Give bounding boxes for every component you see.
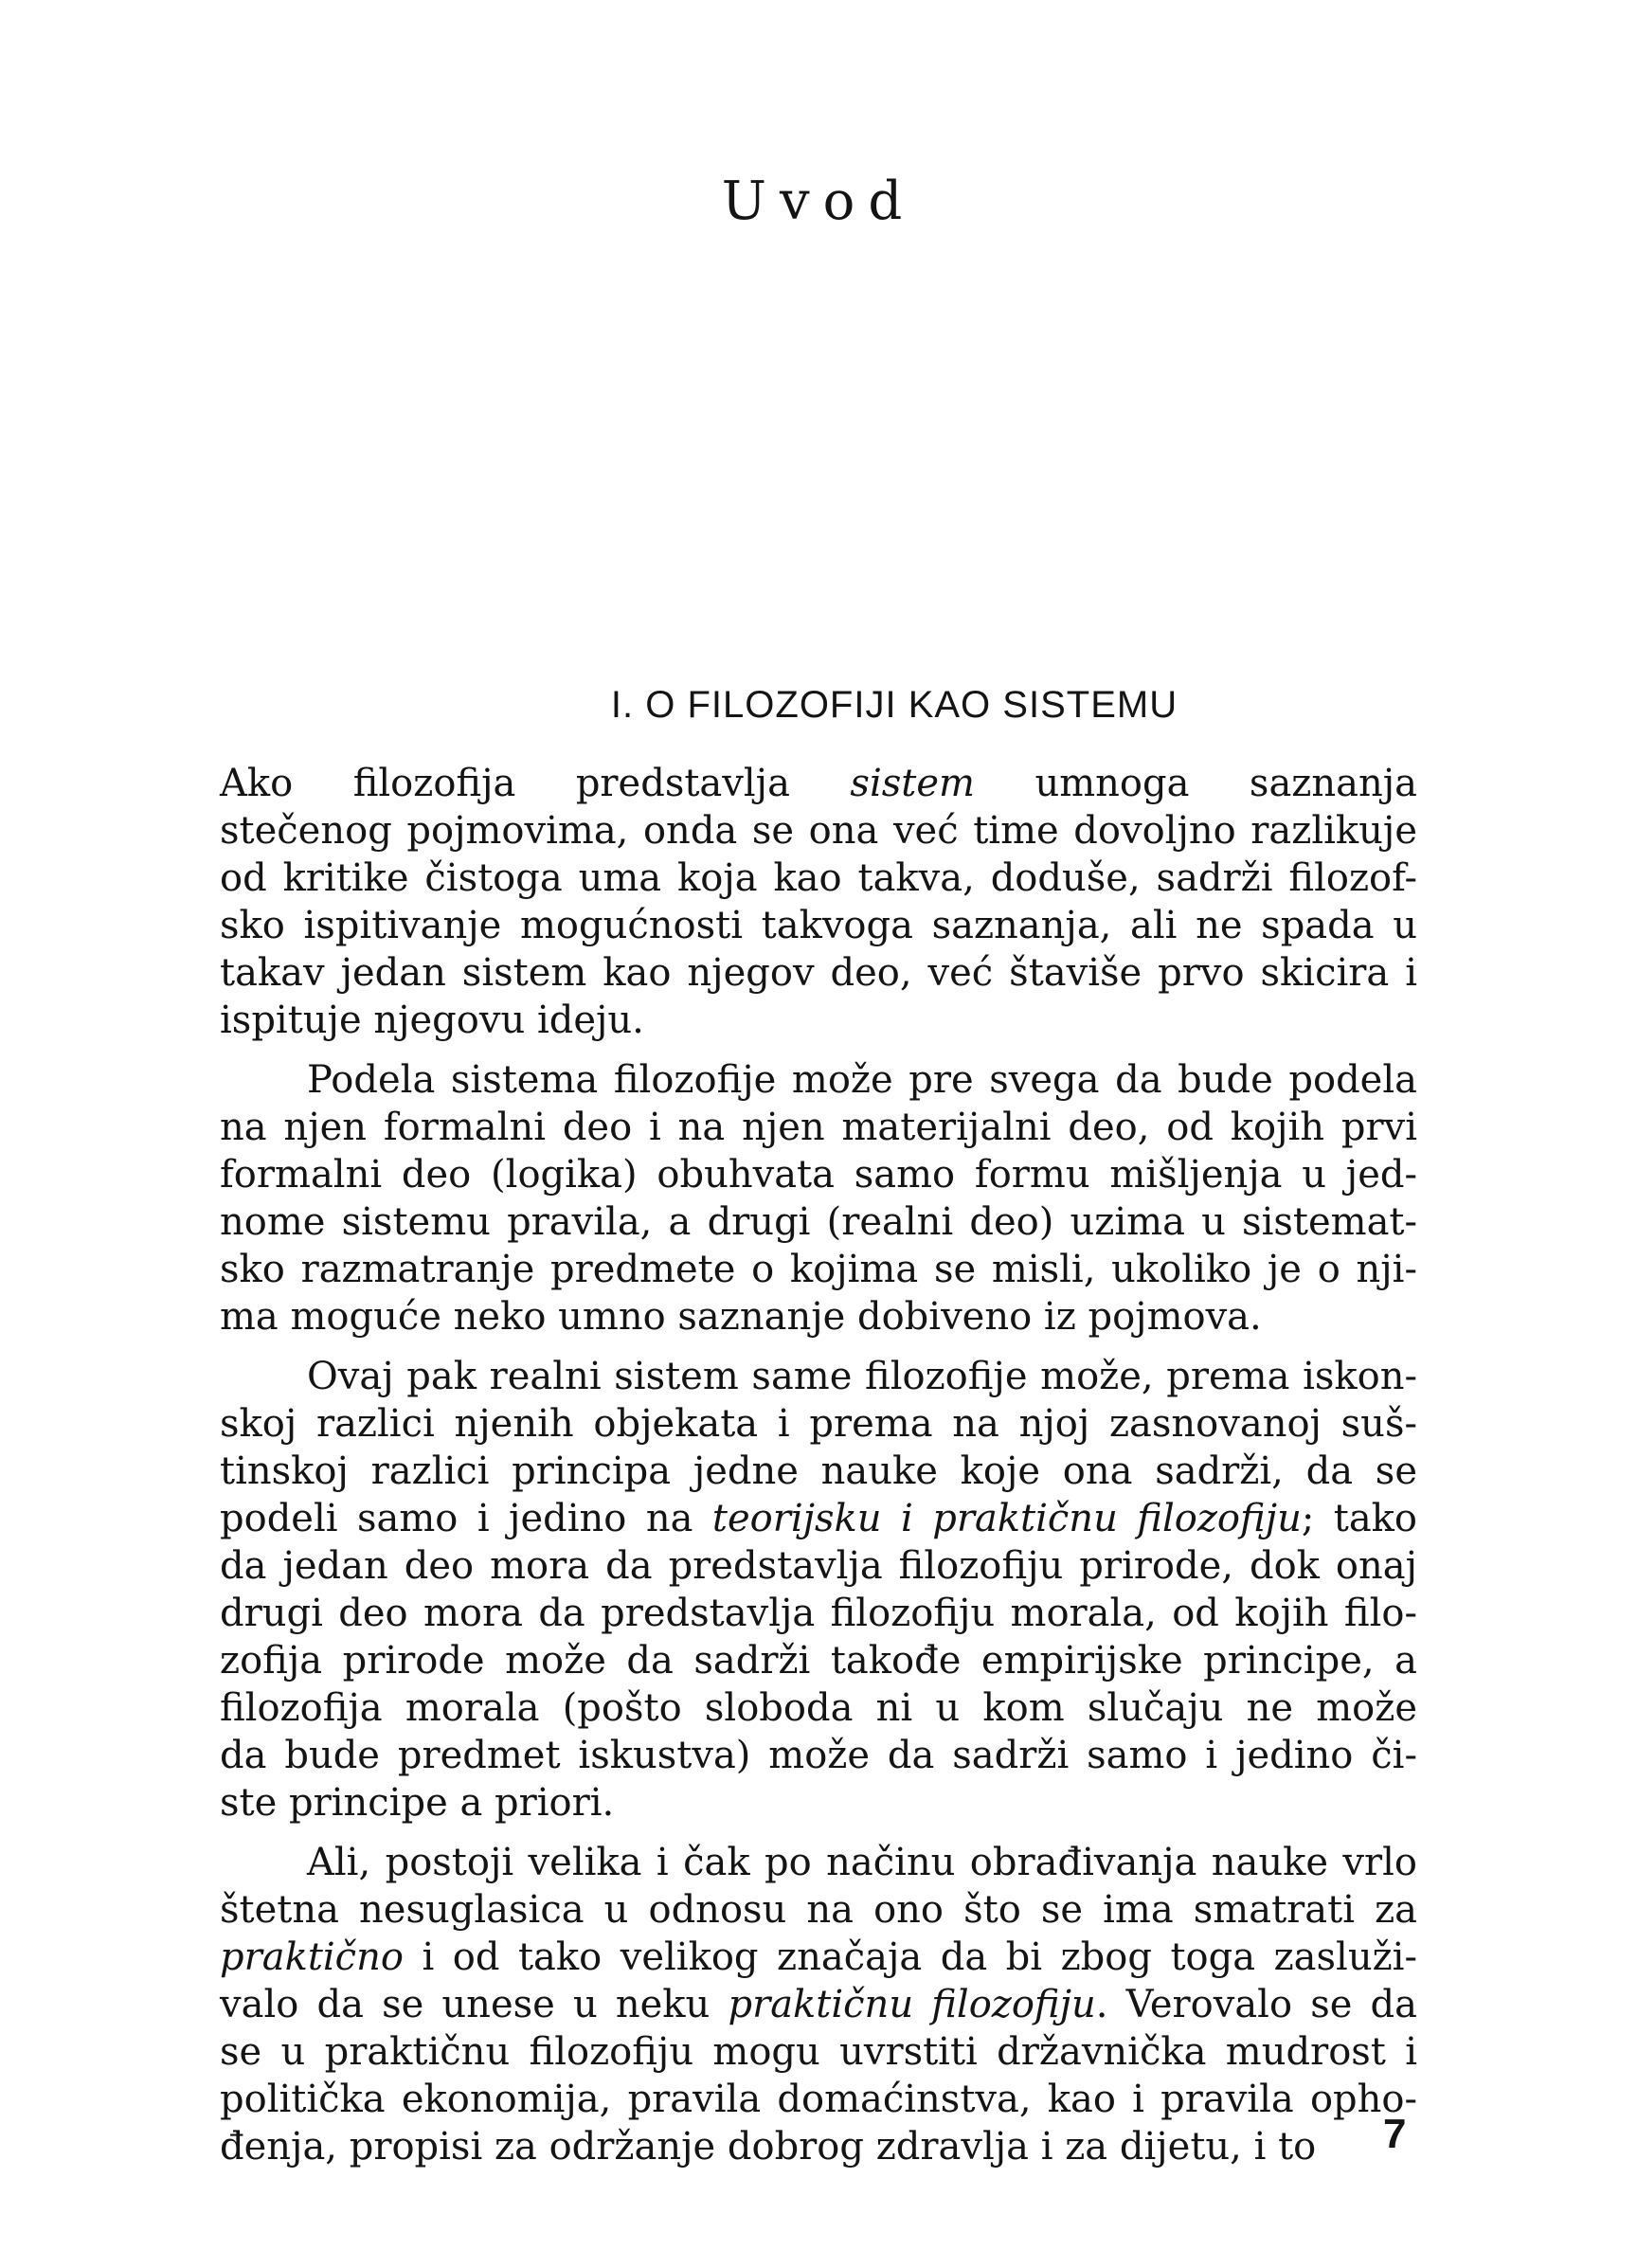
text-line: sko ispitivanje mogućnosti takvoga saznanja, ali ne spada u: [220, 904, 1417, 947]
body-text: [220, 760, 1417, 2170]
text-line: Ali, postoji velika i čak po načinu obrađivanja nauke vrlo: [307, 1841, 1417, 1884]
paragraph-gap: [220, 1827, 1417, 1839]
emphasized-text: praktičnu filozofiju: [728, 1983, 1096, 2026]
text-line: da jedan deo mora da predstavlja filozofiju prirode, dok onaj: [220, 1544, 1417, 1588]
text-line: Podela sistema filozofije može pre svega da bude podela: [307, 1058, 1417, 1102]
paragraph-gap: [220, 1341, 1417, 1353]
text-line: formalni deo (logika) obuhvata samo formu mišljenja u jed-: [220, 1153, 1417, 1197]
page-number: 7: [1383, 2111, 1407, 2157]
emphasized-text: praktično: [220, 1935, 404, 1979]
paragraph-gap: [220, 1044, 1417, 1056]
text-line: tinskoj razlici principa jedne nauke koje ona sadrži, da se: [220, 1449, 1417, 1493]
chapter-title: I. O FILOZOFIJI KAO SISTEMU: [610, 684, 1178, 726]
text-line: da bude predmet iskustva) može da sadrži samo i jedino či-: [220, 1734, 1417, 1777]
text-line: Ovaj pak realni sistem same filozofije može, prema iskon-: [307, 1355, 1417, 1398]
text-line: valo da se unese u neku praktičnu filozofiju. Verovalo se da: [220, 1983, 1418, 2026]
text-line: ispituje njegovu ideju.: [220, 999, 644, 1042]
text-line: đenja, propisi za održanje dobrog zdravlja i za dijetu, i to: [220, 2125, 1317, 2169]
text-line: na njen formalni deo i na njen materijalni deo, od kojih prvi: [220, 1106, 1417, 1149]
text-line: ma moguće neko umno saznanje dobiveno iz pojmova.: [220, 1295, 1262, 1339]
text-line: skoj razlici njenih objekata i prema na njoj zasnovanoj suš-: [220, 1402, 1417, 1446]
text-line: od kritike čistoga uma koja kao takva, doduše, sadrži filozof-: [220, 856, 1417, 900]
text-line: se u praktičnu filozofiju mogu uvrstiti državnička mudrost i: [220, 2030, 1417, 2074]
text-line: nome sistemu pravila, a drugi (realni deo) uzima u sistemat-: [220, 1200, 1417, 1244]
text-line: drugi deo mora da predstavlja filozofiju morala, od kojih filo-: [220, 1592, 1417, 1635]
text-line: štetna nesuglasica u odnosu na ono što se ima smatrati za: [220, 1888, 1417, 1932]
text-line: takav jedan sistem kao njegov deo, već štaviše prvo skicira i: [220, 951, 1417, 995]
section-heading: Uvod: [721, 171, 916, 232]
text-line: zofija prirode može da sadrži takođe empirijske principe, a: [220, 1639, 1417, 1683]
text-line: ste principe a priori.: [220, 1781, 615, 1825]
text-line: filozofija morala (pošto sloboda ni u kom slučaju ne može: [220, 1686, 1417, 1730]
text-line: praktično i od tako velikog značaja da bi zbog toga zasluži-: [220, 1935, 1417, 1979]
text-line: politička ekonomija, pravila domaćinstva, kao i pravila opho-: [220, 2078, 1417, 2121]
text-line: sko razmatranje predmete o kojima se misli, ukoliko je o nji-: [220, 1248, 1417, 1291]
text-line: podeli samo i jedino na teorijsku i praktičnu filozofiju; tako: [220, 1497, 1417, 1540]
emphasized-text: sistem: [850, 762, 975, 805]
emphasized-text: teorijsku i praktičnu filozofiju: [711, 1497, 1302, 1540]
text-line: Ako filozofija predstavlja sistem umnoga saznanja: [220, 762, 1417, 805]
text-line: stečenog pojmovima, onda se ona već time dovoljno razlikuje: [220, 809, 1417, 853]
